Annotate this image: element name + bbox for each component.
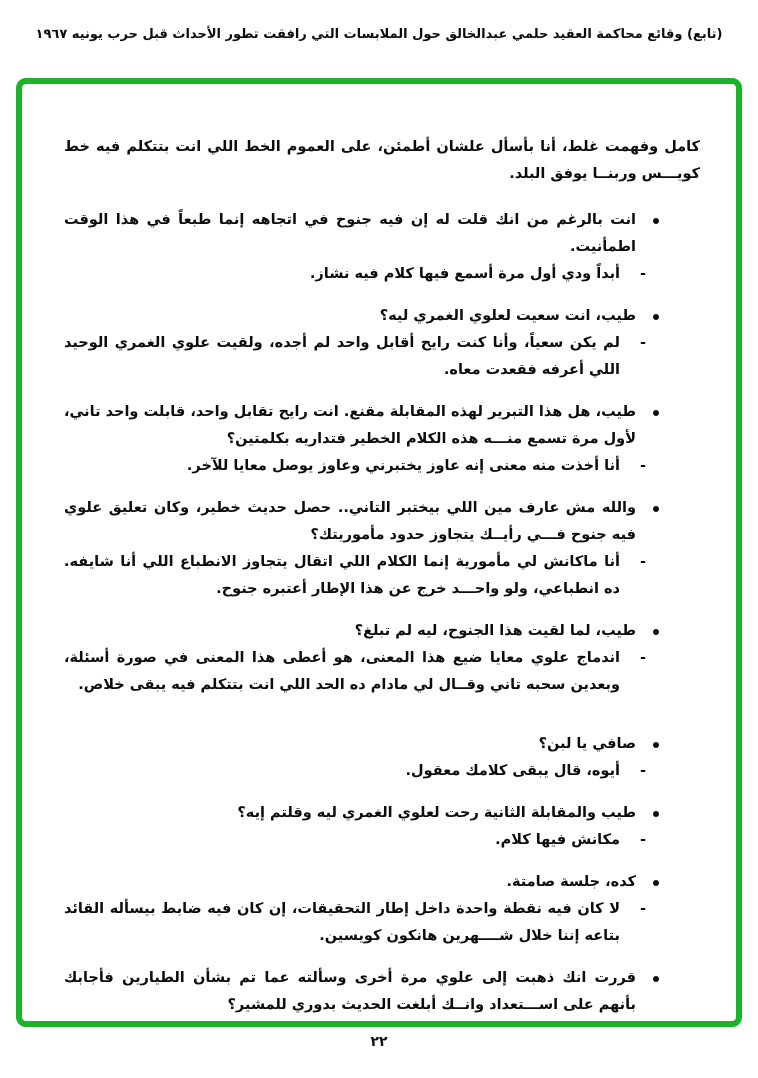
answer-item <box>64 758 700 785</box>
qa-group <box>64 800 700 854</box>
bullet-icon <box>636 495 662 549</box>
answer-text: أنا أخذت منه معنى إنه عاوز يختبرني وعاوز يوصل معايا للآخر. <box>186 458 620 474</box>
question-text: طيب، لما لقيت هذا الجنوح، ليه لم تبلغ؟ <box>354 623 636 639</box>
green-frame <box>16 78 742 1027</box>
question-text: طيب، هل هذا التبرير لهذه المقابلة مقنع. انت رايح تقابل واحد، قابلت واحد تاني، لأول مرة تسمع منـــه هذه الكلام الخطير فتداريه بكلمتين؟ <box>64 404 636 447</box>
qa-group <box>64 303 700 384</box>
answer-text: اندماج علوي معايا ضيع هذا المعنى، هو أعطى هذا المعنى في صورة أسئلة، وبعدين سحبه تاني وقــال لي مادام ده الحد اللي انت بتتكلم فيه يبقى خلاص. <box>64 650 620 693</box>
dash-icon: - <box>639 832 646 848</box>
dash-icon: - <box>639 650 646 666</box>
question-item <box>64 731 700 758</box>
qa-group <box>64 869 700 950</box>
answer-text: أيوه، قال يبقى كلامك معقول. <box>405 763 620 779</box>
answer-item <box>64 549 700 603</box>
question-item <box>64 869 700 896</box>
qa-group <box>64 618 700 699</box>
bullet-icon <box>636 800 662 827</box>
qa-group <box>64 965 700 1019</box>
question-text: طيب والمقابلة الثانية رحت لعلوي الغمري ليه وقلتم إيه؟ <box>237 805 636 821</box>
answer-text: لم يكن سعياً، وأنا كنت رايح أقابل واحد لم أجده، ولقيت علوي الغمري الوحيد اللي أعرفه فقعدت معاه. <box>64 335 620 378</box>
dash-icon: - <box>639 554 646 570</box>
qa-group <box>64 731 700 785</box>
question-text: والله مش عارف مين اللي بيختبر التاني.. حصل حديث خطير، وكان تعليق علوي فيه جنوح فـــي رأيــك يتجاوز حدود مأموريتك؟ <box>64 500 636 543</box>
answer-text: أنا ماكانش لي مأمورية إنما الكلام اللي اتقال يتجاوز الانطباع اللي أنا شايفه. ده انطباعي، ولو واحـــد خرج عن هذا الإطار أعتبره جنوح. <box>64 554 620 597</box>
question-text: طيب، انت سعيت لعلوي الغمري ليه؟ <box>379 308 636 324</box>
qa-list <box>64 207 700 1019</box>
question-item <box>64 207 700 261</box>
answer-item <box>64 330 700 384</box>
question-item <box>64 399 700 453</box>
bullet-icon <box>636 965 662 1019</box>
question-text: صافي يا لبن؟ <box>538 736 636 752</box>
dash-icon: - <box>639 763 646 779</box>
dash-icon: - <box>639 458 646 474</box>
intro-paragraph: كامل وفهمت غلط، أنا بأسأل علشان أطمئن، على العموم الخط اللي انت بتتكلم فيه خط كويـــس وربنــا يوفق البلد. <box>64 139 700 182</box>
question-text: انت بالرغم من انك قلت له إن فيه جنوح في اتجاهه إنما طبعاً في هذا الوقت اطمأنيت. <box>64 212 636 255</box>
bullet-icon <box>636 731 662 758</box>
answer-text: أبداً ودي أول مرة أسمع فيها كلام فيه نشاز. <box>309 266 620 282</box>
question-item <box>64 303 700 330</box>
question-item <box>64 965 700 1019</box>
bullet-icon <box>636 869 662 896</box>
question-item <box>64 495 700 549</box>
question-item <box>64 618 700 645</box>
qa-group <box>64 399 700 480</box>
page-number: ٢٢ <box>370 1034 388 1050</box>
qa-group <box>64 495 700 603</box>
bullet-icon <box>636 399 662 453</box>
question-text: كده، جلسة صامتة. <box>506 874 636 890</box>
answer-text: لا كان فيه نقطة واحدة داخل إطار التحقيقات، إن كان فيه ضابط بيسأله القائد بتاعه إننا خلال شــــهرين هانكون كويسين. <box>64 901 620 944</box>
question-item <box>64 800 700 827</box>
bullet-icon <box>636 618 662 645</box>
page-header-title: (تابع) وقائع محاكمة العقيد حلمي عبدالخالق حول الملابسات التي رافقت تطور الأحداث قبل حرب يونيه ١٩٦٧ <box>35 27 723 42</box>
dash-icon: - <box>639 266 646 282</box>
answer-item <box>64 261 700 288</box>
answer-item <box>64 896 700 950</box>
question-text: قررت انك ذهبت إلى علوي مرة أخرى وسألته عما تم بشأن الطيارين فأجابك بأنهم على اســـتعداد وانــك أبلغت الحديث بدوري للمشير؟ <box>64 970 636 1013</box>
bullet-icon <box>636 207 662 261</box>
bullet-icon <box>636 303 662 330</box>
answer-item <box>64 645 700 699</box>
qa-group <box>64 207 700 288</box>
dash-icon: - <box>639 901 646 917</box>
dash-icon: - <box>639 335 646 351</box>
answer-item <box>64 453 700 480</box>
answer-item <box>64 827 700 854</box>
answer-text: مكانش فيها كلام. <box>495 832 620 848</box>
